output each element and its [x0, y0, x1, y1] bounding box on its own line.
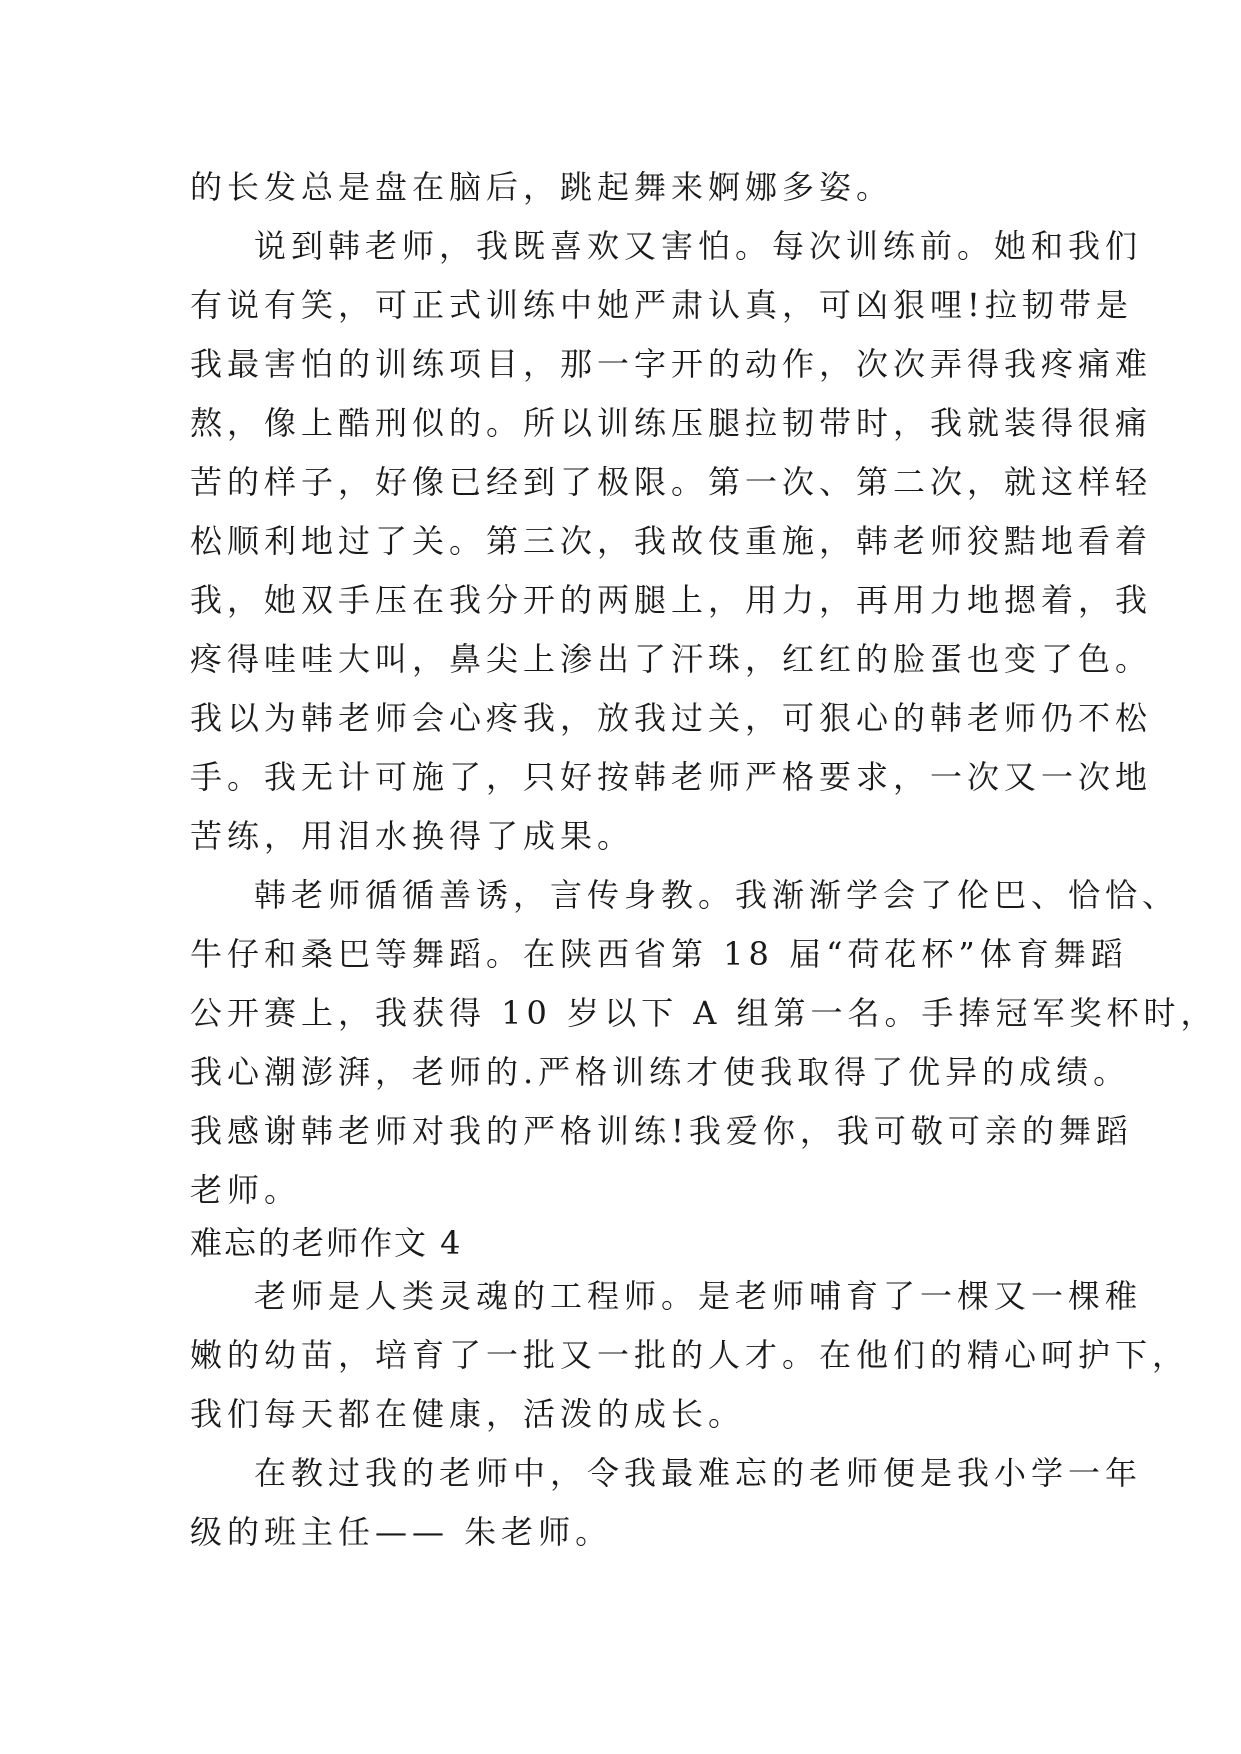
paragraph-line: 老师是人类灵魂的工程师。是老师哺育了一棵又一棵稚: [254, 1277, 1143, 1315]
paragraph-line: 我，她双手压在我分开的两腿上，用力，再用力地摁着，我: [190, 581, 1153, 619]
paragraph-line: 手。我无计可施了，只好按韩老师严格要求，一次又一次地: [190, 758, 1153, 796]
paragraph-line: 的长发总是盘在脑后，跳起舞来婀娜多姿。: [190, 168, 894, 206]
paragraph-line: 我以为韩老师会心疼我，放我过关，可狠心的韩老师仍不松: [190, 699, 1153, 737]
paragraph-line: 苦练，用泪水换得了成果。: [190, 817, 635, 855]
paragraph-line: 级的班主任—— 朱老师。: [190, 1513, 613, 1551]
paragraph-line: 老师。: [190, 1171, 302, 1209]
paragraph-line: 熬，像上酷刑似的。所以训练压腿拉韧带时，我就装得很痛: [190, 404, 1153, 442]
paragraph-line: 牛仔和桑巴等舞蹈。在陕西省第 18 届“荷花杯”体育舞蹈: [190, 935, 1128, 973]
paragraph-line: 疼得哇哇大叫，鼻尖上渗出了汗珠，红红的脸蛋也变了色。: [190, 640, 1153, 678]
paragraph-line: 说到韩老师，我既喜欢又害怕。每次训练前。她和我们: [254, 227, 1143, 265]
paragraph-line: 苦的样子，好像已经到了极限。第一次、第二次，就这样轻: [190, 463, 1153, 501]
paragraph-line: 在教过我的老师中，令我最难忘的老师便是我小学一年: [254, 1454, 1143, 1492]
paragraph-line: 我感谢韩老师对我的严格训练!我爱你，我可敬可亲的舞蹈: [190, 1112, 1133, 1150]
paragraph-line: 我心潮澎湃，老师的.严格训练才使我取得了优异的成绩。: [190, 1053, 1131, 1091]
paragraph-line: 我们每天都在健康，活泼的成长。: [190, 1395, 746, 1433]
paragraph-line: 松顺利地过了关。第三次，我故伎重施，韩老师狡黠地看着: [190, 522, 1153, 560]
document-body: [190, 158, 1218, 1562]
paragraph-line: 有说有笑，可正式训练中她严肃认真，可凶狠哩!拉韧带是: [190, 286, 1133, 324]
paragraph-line: 嫩的幼苗，培育了一批又一批的人才。在他们的精心呵护下，: [190, 1336, 1190, 1374]
paragraph-line: 我最害怕的训练项目，那一字开的动作，次次弄得我疼痛难: [190, 345, 1153, 383]
section-heading: 难忘的老师作文 4: [190, 1224, 463, 1262]
paragraph-line: 公开赛上，我获得 10 岁以下 A 组第一名。手捧冠军奖杯时，: [190, 994, 1218, 1032]
paragraph-line: 韩老师循循善诱，言传身教。我渐渐学会了伦巴、恰恰、: [254, 876, 1180, 914]
